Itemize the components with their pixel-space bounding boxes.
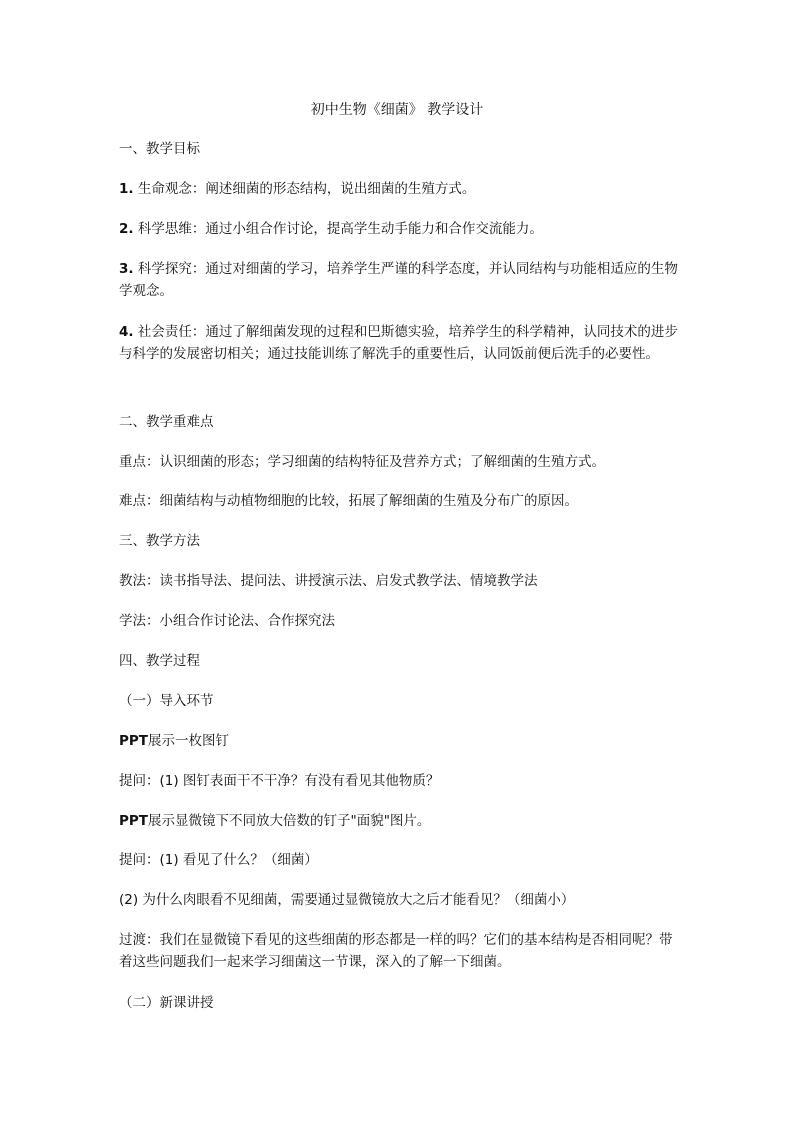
section-heading-goals: 一、教学目标 [119, 141, 200, 157]
part-2-heading: （二）新课讲授 [119, 995, 214, 1011]
goal-4-number: 4. [119, 324, 134, 340]
goal-3-text: 科学探究：通过对细菌的学习，培养学生严谨的科学态度，并认同结构与功能相适应的生物学观念。 [119, 261, 678, 299]
transition-text: 过渡：我们在显微镜下看见的这些细菌的形态都是一样的吗？它们的基本结构是否相同呢？带着这些问题我们一起来学习细菌这一节课，深入的了解一下细菌。 [119, 932, 673, 970]
goal-1 [119, 178, 679, 200]
goal-2 [119, 218, 679, 240]
goal-2-text: 科学思维：通过小组合作讨论，提高学生动手能力和合作交流能力。 [133, 221, 543, 237]
ppt-step-2 [119, 810, 679, 832]
teaching-method: 教法：读书指导法、提问法、讲授演示法、启发式教学法、情境教学法 [119, 573, 538, 589]
section-heading-process: 四、教学过程 [119, 653, 200, 669]
goal-4 [119, 321, 679, 365]
difficult-point: 难点：细菌结构与动植物细胞的比较，拓展了解细菌的生殖及分布广的原因。 [119, 493, 578, 509]
ppt-label: PPT [119, 733, 148, 749]
question-1: 提问：(1) 图钉表面干不干净？有没有看见其他物质？ [119, 773, 440, 789]
part-1-heading: （一）导入环节 [119, 693, 214, 709]
question-3: (2) 为什么肉眼看不见细菌，需要通过显微镜放大之后才能看见？（细菌小） [119, 892, 575, 908]
ppt-step-1-text: 展示一枚图钉 [148, 733, 229, 749]
question-2: 提问：(1) 看见了什么？（细菌） [119, 852, 318, 868]
goal-2-number: 2. [119, 221, 134, 237]
goal-3-number: 3. [119, 261, 134, 277]
goal-3 [119, 258, 679, 302]
learning-method: 学法：小组合作讨论法、合作探究法 [119, 613, 335, 629]
ppt-step-1 [119, 730, 679, 752]
goal-4-text: 社会责任：通过了解细菌发现的过程和巴斯德实验，培养学生的科学精神，认同技术的进步与科学的发展密切相关；通过技能训练了解洗手的重要性后，认同饭前便后洗手的必要性。 [119, 324, 678, 362]
section-heading-key-points: 二、教学重难点 [119, 414, 214, 430]
ppt-label: PPT [119, 813, 148, 829]
goal-1-text: 生命观念：阐述细菌的形态结构，说出细菌的生殖方式。 [133, 181, 476, 197]
section-heading-methods: 三、教学方法 [119, 533, 200, 549]
ppt-step-2-text: 展示显微镜下不同放大倍数的钉子"面貌"图片。 [148, 813, 431, 829]
key-point: 重点：认识细菌的形态；学习细菌的结构特征及营养方式；了解细菌的生殖方式。 [119, 454, 605, 470]
document-title: 初中生物《细菌》 教学设计 [310, 102, 484, 118]
goal-1-number: 1. [119, 181, 134, 197]
